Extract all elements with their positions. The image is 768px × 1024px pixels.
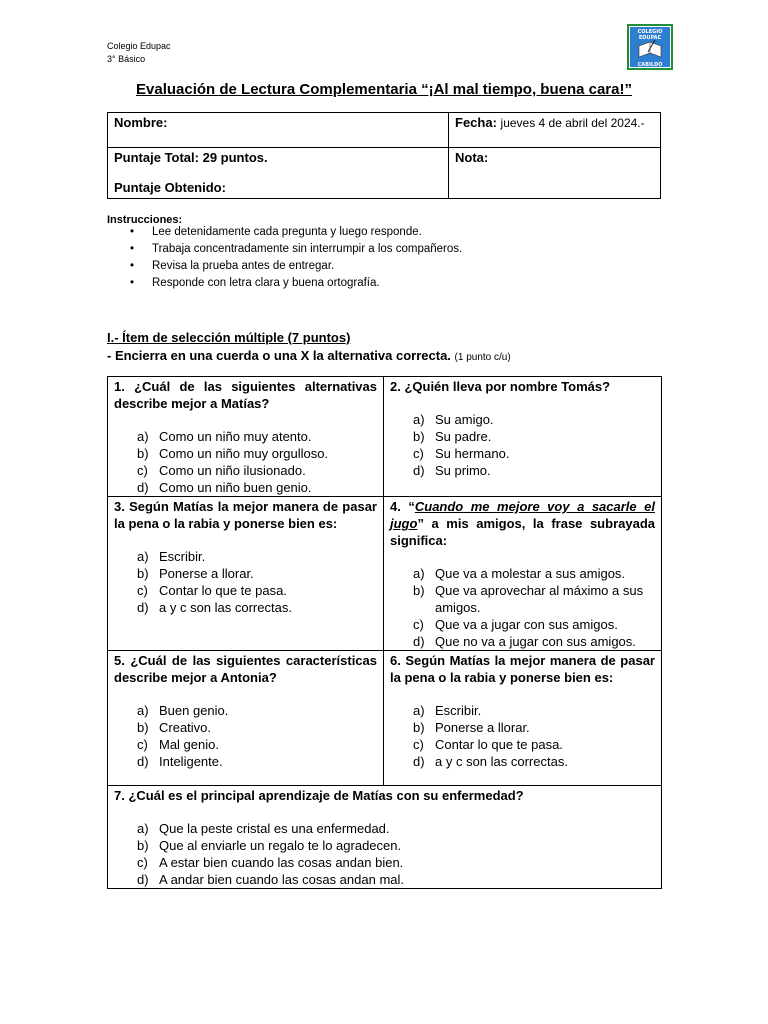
question-text: 6. Según Matías la mejor manera de pasar la pena o la rabia y ponerse bien es: (390, 653, 655, 685)
date-cell (449, 113, 661, 148)
option-a[interactable]: a) Escribir. (413, 703, 482, 718)
option-d[interactable]: d) A andar bien cuando las cosas andan mal. (137, 872, 405, 887)
questions-table (107, 376, 662, 889)
student-info-table (107, 112, 661, 199)
logo-text-line1: COLEGIO (637, 29, 663, 35)
question-text: 2. ¿Quién lleva por nombre Tomás? (390, 379, 611, 394)
option-b[interactable]: b) Ponerse a llorar. (137, 566, 254, 581)
option-a[interactable]: a) Buen genio. (137, 703, 229, 718)
option-a[interactable]: a) Como un niño muy atento. (137, 429, 312, 444)
grade-level: 3° Básico (107, 54, 146, 64)
grade-label: Nota: (455, 150, 489, 165)
question-6 (384, 651, 662, 786)
question-1 (108, 377, 384, 497)
question-2 (384, 377, 662, 497)
question-text: 3. Según Matías la mejor manera de pasar la pena o la rabia y ponerse bien es: (114, 499, 377, 531)
instructions-list (130, 224, 462, 292)
date-value: jueves 4 de abril del 2024.- (500, 116, 645, 130)
instruction-item: • Revisa la prueba antes de entregar. (130, 258, 462, 275)
option-b[interactable]: b) Ponerse a llorar. (413, 720, 530, 735)
option-d[interactable]: d) Su primo. (413, 463, 491, 478)
options-list (114, 548, 377, 616)
option-c[interactable]: c) Que va a jugar con sus amigos. (413, 617, 618, 632)
grade-cell[interactable] (449, 148, 661, 199)
date-label: Fecha: (455, 115, 497, 130)
options-list (114, 702, 377, 770)
option-d[interactable]: d) Inteligente. (137, 754, 223, 769)
option-a[interactable]: a) Escribir. (137, 549, 206, 564)
question-text: 7. ¿Cuál es el principal aprendizaje de Matías con su enfermedad? (114, 788, 524, 803)
option-a[interactable]: a) Que va a molestar a sus amigos. (413, 566, 626, 581)
option-b[interactable]: b) Su padre. (413, 429, 492, 444)
instruction-item: • Responde con letra clara y buena ortografía. (130, 275, 462, 292)
name-label: Nombre: (114, 115, 168, 130)
option-a[interactable]: a) Que la peste cristal es una enfermedad. (137, 821, 390, 836)
total-score-label: Puntaje Total: 29 puntos. (114, 150, 268, 165)
option-d[interactable]: d) a y c son las correctas. (413, 754, 568, 769)
option-d[interactable]: d) a y c son las correctas. (137, 600, 292, 615)
underlined-phrase: Cuando me mejore voy a sacarle el jugo (390, 499, 655, 531)
score-cell (108, 148, 449, 199)
section-title: I.- Ítem de selección múltiple (7 puntos) (107, 330, 351, 345)
name-cell[interactable] (108, 113, 449, 148)
options-list (390, 565, 655, 650)
instruction-item: • Lee detenidamente cada pregunta y luego responde. (130, 224, 462, 241)
page-title: Evaluación de Lectura Complementaria “¡Al mal tiempo, buena cara!” (136, 81, 632, 98)
obtained-score-label[interactable]: Puntaje Obtenido: (114, 180, 226, 195)
options-list (390, 702, 655, 770)
option-b[interactable]: b) Creativo. (137, 720, 212, 735)
question-text: 4. “Cuando me mejore voy a sacarle el jugo” a mis amigos, la frase subrayada significa: (390, 499, 655, 548)
points-note: (1 punto c/u) (454, 352, 511, 363)
option-c[interactable]: c) Contar lo que te pasa. (413, 737, 563, 752)
option-b[interactable]: b) Que va aprovechar al máximo a sus amigos. (413, 583, 644, 615)
option-d[interactable]: d) Que no va a jugar con sus amigos. (413, 634, 636, 649)
option-c[interactable]: c) Mal genio. (137, 737, 219, 752)
options-list (390, 411, 655, 479)
logo-text-line3: CABILDO (637, 62, 663, 68)
school-name: Colegio Edupac (107, 41, 171, 51)
option-c[interactable]: c) Como un niño ilusionado. (137, 463, 306, 478)
option-c[interactable]: c) A estar bien cuando las cosas andan bien. (137, 855, 404, 870)
section-instruction: - Encierra en una cuerda o una X la alternativa correcta. (107, 348, 451, 363)
section-subtitle (107, 348, 511, 363)
option-c[interactable]: c) Contar lo que te pasa. (137, 583, 287, 598)
instruction-item: • Trabaja concentradamente sin interrumpir a los compañeros. (130, 241, 462, 258)
option-a[interactable]: a) Su amigo. (413, 412, 494, 427)
option-c[interactable]: c) Su hermano. (413, 446, 510, 461)
logo-text-line2: EDUPAC (638, 35, 662, 41)
option-b[interactable]: b) Como un niño muy orgulloso. (137, 446, 329, 461)
options-list (114, 428, 377, 496)
option-d[interactable]: d) Como un niño buen genio. (137, 480, 312, 495)
question-text: 1. ¿Cuál de las siguientes alternativas describe mejor a Matías? (114, 379, 377, 411)
options-list (114, 820, 655, 888)
question-3 (108, 497, 384, 651)
question-5 (108, 651, 384, 786)
question-7 (108, 786, 662, 889)
option-b[interactable]: b) Que al enviarle un regalo te lo agradecen. (137, 838, 402, 853)
question-text: 5. ¿Cuál de las siguientes características describe mejor a Antonia? (114, 653, 377, 685)
school-header (107, 40, 171, 66)
question-4 (384, 497, 662, 651)
instructions-title: Instrucciones: (107, 214, 183, 226)
school-logo (627, 24, 673, 70)
